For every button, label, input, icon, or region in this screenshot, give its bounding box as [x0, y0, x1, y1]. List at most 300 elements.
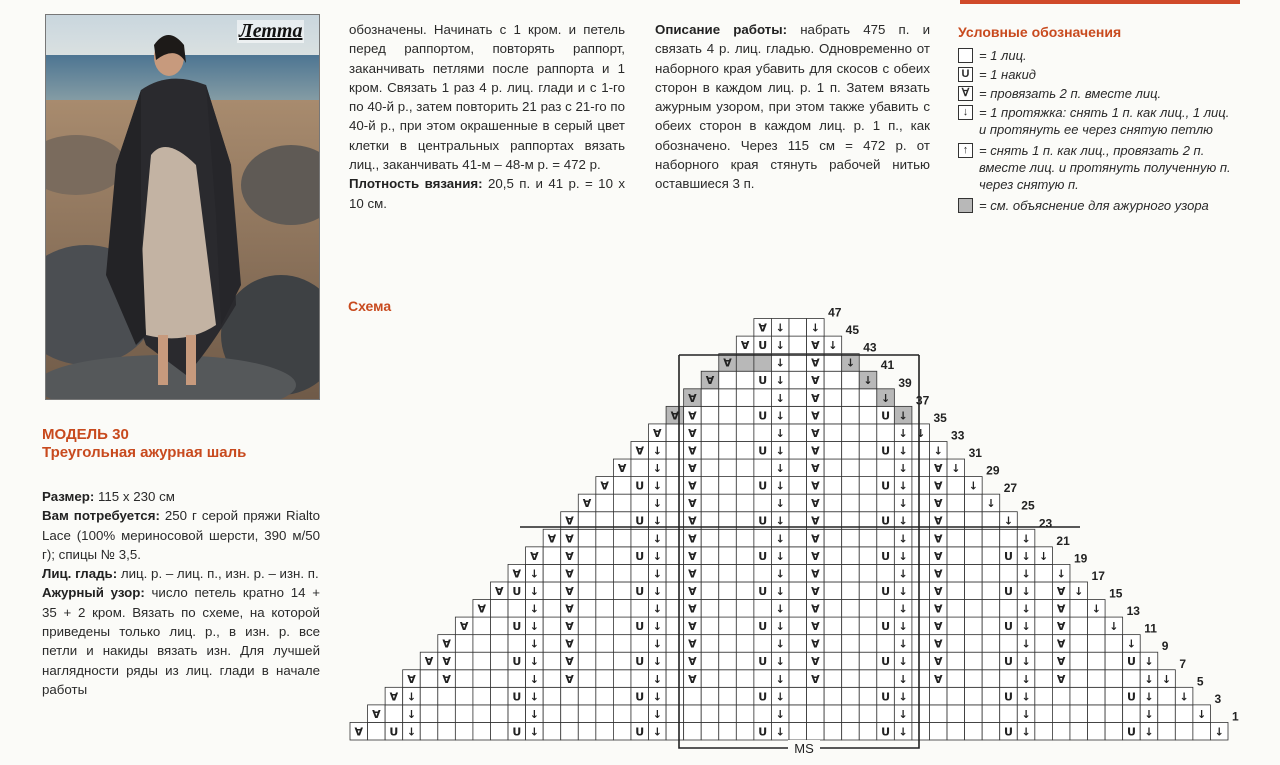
- chart-cell: [877, 705, 895, 723]
- chart-symbol: ↓: [1144, 655, 1154, 669]
- chart-cell: [824, 652, 842, 670]
- chart-symbol: ↓: [898, 584, 908, 598]
- chart-symbol: U: [635, 725, 645, 739]
- chart-cell: [754, 459, 772, 477]
- chart-symbol: ∀: [688, 637, 697, 651]
- chart-cell: [701, 564, 719, 582]
- chart-symbol: ↓: [652, 584, 662, 598]
- chart-cell: [596, 670, 614, 688]
- chart-cell: [719, 547, 737, 565]
- chart-symbol: ∀: [688, 426, 697, 440]
- chart-cell: [719, 564, 737, 582]
- chart-cell: [859, 441, 877, 459]
- chart-cell: [789, 547, 807, 565]
- chart-cell: [789, 635, 807, 653]
- chart-cell: [631, 494, 649, 512]
- chart-symbol: ↓: [652, 637, 662, 651]
- chart-cell: [490, 687, 508, 705]
- chart-symbol: ∀: [565, 672, 574, 686]
- chart-symbol: ↓: [652, 690, 662, 704]
- work-label: Описание работы:: [655, 22, 788, 37]
- chart-symbol: ↓: [1003, 514, 1014, 528]
- chart-symbol: ↓: [898, 409, 908, 423]
- chart-cell: [666, 705, 684, 723]
- chart-cell: [473, 722, 491, 740]
- chart-symbol: ∀: [1056, 655, 1066, 669]
- chart-symbol: ∀: [758, 321, 767, 335]
- chart-symbol: ↓: [775, 602, 785, 616]
- chart-cell: [754, 354, 772, 372]
- chart-cell: [438, 705, 456, 723]
- chart-cell: [859, 600, 877, 618]
- need-value: 250 г серой пряжи Rialto Lace (100% мериносовой шерсти, 390 м/50 г); спицы № 3,5.: [42, 508, 321, 562]
- chart-cell: [789, 687, 807, 705]
- chart-cell: [824, 600, 842, 618]
- chart-symbol: ↓: [898, 672, 908, 686]
- chart-cell: [929, 705, 947, 723]
- chart-cell: [789, 529, 807, 547]
- chart-symbol: U: [758, 479, 768, 493]
- chart-cell: [877, 600, 895, 618]
- chart-symbol: ↓: [845, 356, 856, 370]
- chart-cell: [420, 687, 438, 705]
- chart-cell: [543, 617, 561, 635]
- chart-cell: [1070, 705, 1088, 723]
- chart-cell: [666, 670, 684, 688]
- chart-cell: [912, 459, 930, 477]
- chart-symbol: ∀: [688, 462, 697, 476]
- chart-cell: [965, 722, 983, 740]
- chart-cell: [1070, 652, 1088, 670]
- chart-cell: [473, 652, 491, 670]
- chart-cell: [877, 494, 895, 512]
- chart-symbol: ↓: [406, 690, 417, 704]
- chart-cell: [824, 564, 842, 582]
- chart-symbol: ∀: [670, 409, 680, 423]
- chart-cell: [736, 705, 754, 723]
- lace-label: Ажурный узор:: [42, 585, 145, 601]
- chart-cell: [596, 722, 614, 740]
- chart-symbol: U: [758, 690, 768, 704]
- chart-cell: [824, 459, 842, 477]
- chart-cell: [701, 477, 719, 495]
- chart-symbol: ∀: [617, 462, 627, 476]
- chart-symbol: ∀: [688, 514, 697, 528]
- chart-cell: [736, 547, 754, 565]
- chart-symbol: U: [635, 479, 645, 493]
- chart-symbol: ∀: [635, 444, 644, 458]
- chart-cell: [543, 635, 561, 653]
- chart-cell: [789, 705, 807, 723]
- chart-symbol: U: [758, 444, 768, 458]
- chart-cell: [1035, 564, 1053, 582]
- chart-symbol: ↓: [775, 462, 785, 476]
- chart-cell: [912, 582, 930, 600]
- chart-symbol: ↓: [529, 707, 539, 721]
- chart-cell: [666, 424, 684, 442]
- chart-cell: [912, 529, 930, 547]
- chart-cell: [965, 582, 983, 600]
- chart-symbol: U: [758, 374, 768, 388]
- chart-cell: [613, 529, 631, 547]
- chart-cell: [719, 424, 737, 442]
- chart-cell: [736, 477, 754, 495]
- chart-cell: [912, 687, 930, 705]
- legend-text: = 1 протяжка: снять 1 п. как лиц., 1 лиц. и протянуть ее через снятую петлю: [979, 105, 1230, 137]
- chart-cell: [578, 652, 596, 670]
- chart-cell: [719, 652, 737, 670]
- chart-cell: [859, 722, 877, 740]
- chart-symbol: ↓: [529, 584, 539, 598]
- chart-symbol: ↓: [775, 620, 785, 634]
- chart-cell: [596, 494, 614, 512]
- chart-cell: [929, 722, 947, 740]
- chart-cell: [824, 705, 842, 723]
- row-number: 1: [1232, 709, 1239, 724]
- chart-cell: [947, 582, 965, 600]
- chart-cell: [912, 635, 930, 653]
- chart-cell: [666, 529, 684, 547]
- chart-symbol: U: [1004, 584, 1013, 598]
- chart-cell: [859, 459, 877, 477]
- row-number: 35: [933, 410, 947, 425]
- chart-symbol: ∀: [740, 339, 750, 353]
- density-label: Плотность вязания:: [349, 176, 483, 192]
- chart-cell: [490, 670, 508, 688]
- row-number: 37: [915, 393, 930, 408]
- chart-symbol: ∀: [811, 532, 820, 546]
- chart-symbol: U: [389, 725, 399, 739]
- chart-cell: [824, 389, 842, 407]
- chart-cell: [947, 705, 965, 723]
- chart-cell: [842, 406, 860, 424]
- chart-cell: [982, 652, 1000, 670]
- chart-cell: [842, 582, 860, 600]
- chart-cell: [754, 600, 772, 618]
- row-number: 27: [1003, 481, 1018, 496]
- chart-cell: [736, 652, 754, 670]
- row-number: 33: [951, 428, 965, 443]
- chart-symbol: ↓: [775, 549, 785, 563]
- chart-cell: [613, 582, 631, 600]
- chart-symbol: ∀: [934, 620, 943, 634]
- chart-symbol: ↓: [986, 497, 996, 511]
- chart-symbol: ↓: [1109, 620, 1119, 634]
- chart-cell: [719, 582, 737, 600]
- chart-cell: [877, 564, 895, 582]
- chart-cell: [929, 687, 947, 705]
- chart-cell: [1052, 687, 1070, 705]
- chart-cell: [1105, 705, 1123, 723]
- chart-cell: [613, 477, 631, 495]
- chart-symbol: ↓: [1126, 637, 1137, 651]
- chart-symbol: ↓: [775, 567, 785, 581]
- chart-symbol: ↓: [775, 725, 785, 739]
- chart-cell: [561, 687, 579, 705]
- chart-symbol: ↓: [898, 426, 908, 440]
- chart-cell: [789, 670, 807, 688]
- chart-cell: [666, 582, 684, 600]
- chart-symbol: ∀: [495, 584, 504, 598]
- chart-symbol: ∀: [688, 549, 697, 563]
- chart-symbol: ↓: [529, 602, 539, 616]
- chart-cell: [543, 670, 561, 688]
- chart-cell: [719, 635, 737, 653]
- chart-symbol: U: [512, 655, 522, 669]
- chart-symbol: ∀: [811, 356, 820, 370]
- pattern-text: обозначены. Начинать с 1 кром. и петель перед раппортом, повторять раппорт, заканчивать петлями после раппорта и 1 кром. Связать 1 раз 4 р. лиц. глади и с 1-го по 40-й р., затем повторить 21 раз с 21-го по 40-й р., при этом окрашенные в серый цвет клетки в центральных раппортах вязать лиц., заканчивать 41-м – 48-м р. = 472 р.: [349, 22, 625, 173]
- chart-symbol: ↓: [775, 532, 785, 546]
- chart-cell: [912, 617, 930, 635]
- chart-cell: [1175, 722, 1193, 740]
- chart-symbol: ↓: [1021, 584, 1031, 598]
- chart-symbol: ↓: [951, 462, 961, 476]
- chart-symbol: ↓: [1021, 637, 1031, 651]
- row-number: 15: [1109, 586, 1123, 601]
- chart-cell: [789, 319, 807, 337]
- chart-symbol: ↓: [775, 409, 785, 423]
- chart-symbol: ∀: [934, 584, 943, 598]
- chart-symbol: ∀: [442, 637, 451, 651]
- chart-symbol: ↓: [652, 497, 662, 511]
- chart-cell: [596, 705, 614, 723]
- chart-cell: [982, 705, 1000, 723]
- chart-symbol: ∀: [934, 514, 943, 528]
- chart-cell: [1035, 687, 1053, 705]
- chart-cell: [1105, 652, 1123, 670]
- chart-cell: [719, 477, 737, 495]
- chart-cell: [543, 547, 561, 565]
- lace-value: число петель кратно 14 + 35 + 2 кром. Вязать по схеме, на которой приведены только лиц. р., в изн. р. все петли и накиды вязать изн. Для лучшей наглядности ряды из лиц. глади в начале работы: [42, 585, 320, 697]
- chart-cell: [719, 722, 737, 740]
- chart-symbol: ↓: [1091, 602, 1101, 616]
- chart-symbol: ↓: [1021, 725, 1031, 739]
- chart-cell: [1105, 687, 1123, 705]
- chart-symbol: ∀: [811, 620, 820, 634]
- chart-cell: [842, 389, 860, 407]
- chart-cell: [859, 529, 877, 547]
- chart-cell: [877, 635, 895, 653]
- chart-cell: [508, 600, 526, 618]
- chart-cell: [1158, 687, 1176, 705]
- chart-cell: [473, 670, 491, 688]
- chart-symbol: ↓: [898, 532, 908, 546]
- chart-symbol: ↓: [1021, 655, 1031, 669]
- chart-symbol: ↓: [898, 690, 908, 704]
- chart-symbol: U: [881, 409, 891, 423]
- chart-cell: [912, 600, 930, 618]
- chart-symbol: U: [758, 409, 768, 423]
- chart-cell: [701, 582, 719, 600]
- chart-cell: [455, 722, 473, 740]
- chart-cell: [1035, 582, 1053, 600]
- chart-cell: [859, 705, 877, 723]
- chart-symbol: ↓: [1056, 567, 1066, 581]
- chart-symbol: ↓: [898, 462, 908, 476]
- chart-cell: [824, 582, 842, 600]
- chart-cell: [824, 635, 842, 653]
- chart-cell: [912, 722, 930, 740]
- chart-cell: [789, 424, 807, 442]
- chart-symbol: ↓: [933, 444, 943, 458]
- chart-cell: [701, 389, 719, 407]
- chart-symbol: ↓: [775, 374, 785, 388]
- chart-cell: [631, 670, 649, 688]
- chart-cell: [578, 617, 596, 635]
- chart-cell: [719, 670, 737, 688]
- chart-cell: [508, 635, 526, 653]
- chart-symbol: ↓: [1039, 549, 1049, 563]
- chart-cell: [613, 600, 631, 618]
- chart-cell: [1070, 617, 1088, 635]
- chart-cell: [596, 547, 614, 565]
- chart-symbol: U: [758, 339, 768, 353]
- chart-cell: [1035, 705, 1053, 723]
- chart-cell: [947, 670, 965, 688]
- chart-cell: [701, 652, 719, 670]
- chart-cell: [807, 722, 825, 740]
- chart-symbol: ↓: [775, 479, 785, 493]
- chart-cell: [490, 600, 508, 618]
- chart-cell: [736, 687, 754, 705]
- chart-cell: [543, 564, 561, 582]
- chart-cell: [1088, 652, 1106, 670]
- chart-cell: [824, 722, 842, 740]
- chart-cell: [859, 582, 877, 600]
- chart-cell: [701, 441, 719, 459]
- chart-cell: [912, 652, 930, 670]
- row-number: 41: [880, 358, 895, 373]
- chart-cell: [719, 389, 737, 407]
- chart-symbol: ∀: [688, 444, 697, 458]
- chart-symbol: ∀: [934, 567, 943, 581]
- chart-symbol: ↓: [652, 549, 662, 563]
- k2tog-symbol-icon: ∀: [958, 86, 973, 101]
- chart-cell: [455, 652, 473, 670]
- row-number: 3: [1214, 691, 1222, 706]
- chart-symbol: ↓: [652, 672, 662, 686]
- chart-symbol: U: [881, 725, 891, 739]
- chart-cell: [719, 371, 737, 389]
- chart-cell: [578, 635, 596, 653]
- chart-cell: [947, 617, 965, 635]
- chart-symbol: U: [1004, 620, 1013, 634]
- chart-cell: [736, 494, 754, 512]
- chart-cell: [877, 424, 895, 442]
- chart-cell: [719, 406, 737, 424]
- chart-symbol: ∀: [459, 620, 469, 634]
- size-value: 115 х 230 см: [94, 489, 175, 504]
- chart-cell: [947, 722, 965, 740]
- chart-symbol: ↓: [529, 637, 539, 651]
- chart-cell: [789, 354, 807, 372]
- chart-cell: [1000, 564, 1018, 582]
- chart-symbol: U: [635, 690, 645, 704]
- chart-cell: [561, 722, 579, 740]
- chart-cell: [596, 687, 614, 705]
- chart-symbol: ∀: [442, 672, 451, 686]
- chart-symbol: ∀: [934, 655, 943, 669]
- model-number: МОДЕЛЬ 30: [42, 426, 129, 443]
- chart-cell: [859, 547, 877, 565]
- chart-cell: [684, 687, 702, 705]
- chart-cell: [596, 582, 614, 600]
- chart-cell: [736, 529, 754, 547]
- chart-cell: [965, 547, 983, 565]
- chart-cell: [754, 424, 772, 442]
- chart-cell: [613, 652, 631, 670]
- chart-cell: [613, 564, 631, 582]
- chart-cell: [754, 564, 772, 582]
- chart-cell: [824, 687, 842, 705]
- chart-cell: [508, 705, 526, 723]
- chart-symbol: ∀: [688, 655, 697, 669]
- chart-cell: [947, 529, 965, 547]
- chart-cell: [824, 371, 842, 389]
- chart-cell: [754, 670, 772, 688]
- chart-symbol: ∀: [582, 497, 592, 511]
- chart-cell: [824, 529, 842, 547]
- chart-symbol: U: [758, 584, 768, 598]
- chart-symbol: ↓: [828, 339, 838, 353]
- chart-cell: [701, 635, 719, 653]
- chart-cell: [701, 494, 719, 512]
- chart-cell: [1070, 687, 1088, 705]
- legend-title: Условные обозначения: [958, 24, 1122, 40]
- chart-cell: [719, 687, 737, 705]
- chart-symbol: U: [881, 584, 891, 598]
- chart-cell: [736, 459, 754, 477]
- chart-cell: [701, 670, 719, 688]
- chart-symbol: U: [881, 690, 891, 704]
- chart-cell: [842, 529, 860, 547]
- row-number: 29: [986, 463, 1000, 478]
- chart-cell: [578, 722, 596, 740]
- stitch-label: Лиц. гладь:: [42, 566, 118, 582]
- chart-cell: [789, 652, 807, 670]
- chart-cell: [842, 687, 860, 705]
- chart-cell: [666, 600, 684, 618]
- chart-symbol: ↓: [529, 620, 539, 634]
- chart-symbol: ∀: [934, 549, 943, 563]
- chart-cell: [596, 617, 614, 635]
- chart-symbol: ↓: [652, 655, 662, 669]
- chart-symbol: ↓: [1214, 725, 1224, 739]
- chart-cell: [807, 687, 825, 705]
- chart-cell: [613, 670, 631, 688]
- chart-cell: [824, 670, 842, 688]
- chart-cell: [1088, 670, 1106, 688]
- chart-cell: [947, 687, 965, 705]
- chart-cell: [543, 600, 561, 618]
- chart-cell: [613, 617, 631, 635]
- chart-cell: [912, 705, 930, 723]
- chart-symbol: U: [758, 549, 768, 563]
- chart-symbol: ∀: [442, 655, 451, 669]
- row-number: 13: [1126, 604, 1140, 619]
- chart-cell: [965, 529, 983, 547]
- chart-symbol: ∀: [547, 532, 557, 546]
- chart-cell: [613, 705, 631, 723]
- chart-symbol: ↓: [898, 444, 908, 458]
- chart-cell: [473, 705, 491, 723]
- chart-cell: [824, 406, 842, 424]
- chart-symbol: ∀: [565, 567, 574, 581]
- chart-cell: [543, 582, 561, 600]
- chart-cell: [807, 705, 825, 723]
- chart-symbol: ∀: [811, 339, 820, 353]
- chart-cell: [1123, 705, 1141, 723]
